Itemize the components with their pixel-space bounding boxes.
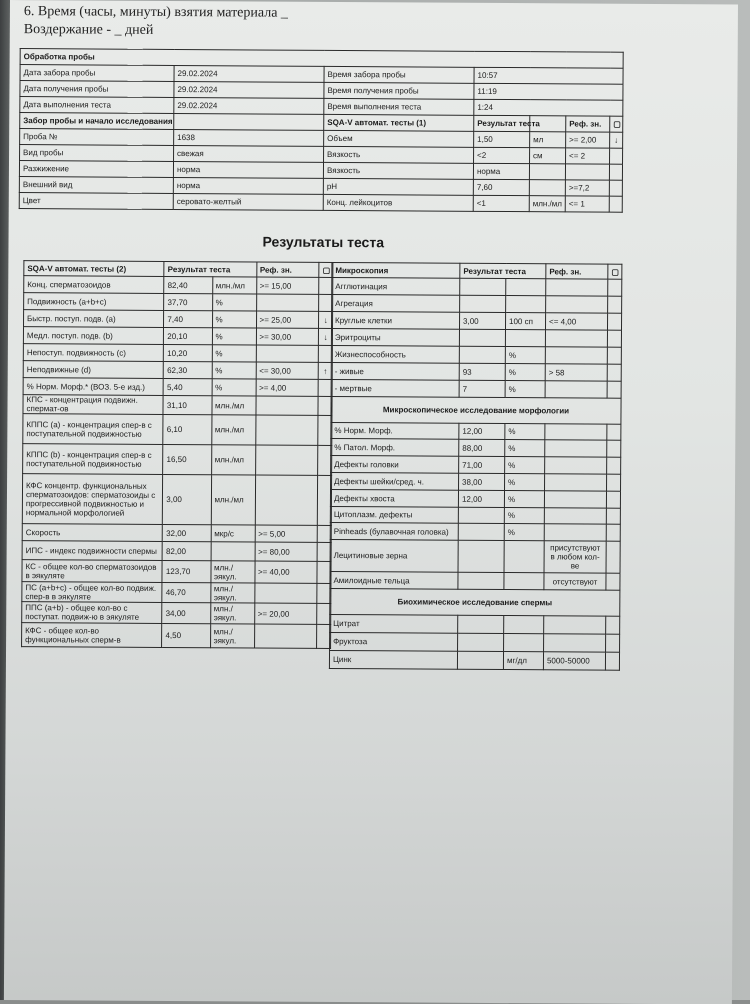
table-cell: млн./мл [211,445,255,475]
table-cell: Реф. зн. [256,262,319,277]
table-cell: % Норм. Морф. [331,422,459,439]
table-cell: % [505,424,545,440]
table-cell: млн./мл [211,415,255,445]
table-cell: серовато-желтый [173,194,323,211]
table-cell: Время забора пробы [324,66,474,83]
table-row [330,489,620,508]
table-cell: КППС (b) - концентрация спер-в с поступательной подвижностью [23,444,164,475]
table-cell: <1 [473,195,529,211]
table-cell: 71,00 [459,456,505,473]
table-cell: <= 1 [565,196,609,212]
table-cell: 7 [459,380,505,397]
table-cell: SQA-V автомат. тесты (1) [324,114,474,131]
table-cell: 88,00 [459,439,505,456]
table-cell: Биохимическое исследование спермы [330,588,620,616]
table-cell: ППС (a+b) - общее кол-во с поступат. подвиж-ю в эякуляте [22,602,162,624]
table-row [330,614,620,634]
table-cell [546,296,608,313]
table-cell: Лецитиновые зерна [330,539,458,572]
table-cell [504,541,544,573]
table-cell: % [505,364,545,381]
table-cell: КС - общее кол-во сперматозоидов в эякуляте [22,560,162,583]
table-cell [458,633,504,651]
table-cell [254,624,317,648]
table-cell: Вид пробы [20,145,174,162]
table-cell: 7,40 [164,310,212,327]
table-cell [607,440,621,457]
table-cell: 16,50 [163,444,211,474]
table-cell: ↓ [319,311,333,328]
table-cell: Результат теста [164,261,256,277]
table-cell: мл [530,132,566,148]
table-cell: Фруктоза [330,632,458,651]
table-cell: Вязкость [323,162,473,179]
table-cell [544,491,606,508]
table-cell: 32,00 [163,524,211,541]
table-cell: Разжижение [19,161,173,178]
table-cell: Конц. сперматозоидов [24,276,164,294]
table-cell: 1638 [174,130,324,147]
table-cell: 123,70 [162,560,210,582]
table-cell [606,508,620,524]
page-title: Результаты теста [262,233,385,251]
table-cell: млн./эякул. [210,583,254,603]
table-cell [607,424,621,440]
table-cell [544,524,606,541]
table-cell: ↓ [610,132,623,148]
table-cell [607,330,621,347]
table-cell: 10,20 [164,344,212,361]
table-cell [459,346,505,363]
table-cell: мг/дл [503,652,543,670]
table-cell: 6,10 [163,414,211,444]
table-cell: Время выполнения теста [324,98,474,115]
table-cell: Подвижность (a+b+c) [24,293,164,311]
table-cell: мкр/с [211,525,255,542]
table-cell [609,180,622,196]
table-cell [458,572,504,589]
table-cell: 29.02.2024 [174,82,324,99]
table-cell [609,196,622,212]
table-cell: ▢ [610,116,623,132]
table-cell: Время получения пробы [324,82,474,99]
table-cell: КФС - общее кол-во функциональных сперм-в [22,623,162,648]
table-cell: > 58 [545,364,607,381]
table-cell: КПС - концентрация подвижн. спермат-ов [23,395,163,415]
table-cell: <2 [474,147,530,163]
table-cell: Микроскопическое исследование морфологии [331,396,621,424]
table-row [330,522,620,541]
table-cell [506,296,546,313]
table-cell: % [212,362,256,379]
table-cell [460,295,506,312]
table-cell: 29.02.2024 [174,66,324,83]
table-cell: - живые [331,362,459,380]
table-cell [606,524,620,541]
table-cell: свежая [174,146,324,163]
table-cell: отсутствуют [544,573,606,590]
microscopy-table [329,262,622,671]
table-cell [565,164,609,180]
table-row [331,422,621,440]
table-cell: Цинк [329,650,457,669]
table-cell: 34,00 [162,602,210,623]
table-cell [608,296,622,313]
table-cell [505,330,545,347]
table-cell [504,616,544,634]
table-cell: <= 2 [566,148,610,164]
table-cell [545,440,607,457]
table-cell: Агглютинация [332,277,460,295]
table-cell: млн./эякул. [210,603,254,624]
table-cell: ↓ [319,328,333,345]
table-cell: см [530,148,566,164]
table-cell [607,381,621,398]
table-cell: >= 80,00 [255,542,318,561]
table-row [331,396,621,424]
table-cell [545,457,607,474]
table-cell [608,279,622,296]
table-cell: 4,50 [162,623,210,647]
table-cell: >= 2,00 [566,132,610,148]
table-cell: ▢ [319,262,333,277]
table-cell: Дефекты головки [331,455,459,473]
table-cell: Непоступ. подвижность (c) [23,344,163,362]
table-cell: % [504,524,544,541]
table-cell [504,634,544,652]
table-row [332,294,622,313]
table-row [22,541,331,562]
table-cell: Цитрат [330,614,458,633]
table-cell [607,347,621,364]
table-cell [545,330,607,347]
table-row [22,560,331,584]
table-row [23,395,332,416]
table-cell [607,364,621,381]
table-cell: млн./мл [212,277,256,294]
table-cell: 38,00 [459,473,505,490]
table-cell: % [212,379,256,396]
table-row [330,632,620,652]
table-cell: 12,00 [458,490,504,507]
table-cell: 3,00 [163,474,211,524]
table-cell: КФС концентр. функциональных сперматозоидов: сперматозоиды с прогрессивной подвижностью и нормальной морфологией [22,474,163,525]
table-cell: Pinheads (булавочная головка) [330,522,458,540]
table-cell: Круглые клетки [331,311,459,329]
table-cell: pH [323,178,473,195]
table-row [330,588,620,616]
table-cell: % [504,491,544,508]
table-cell [609,164,622,180]
table-cell [544,616,606,634]
table-cell: Обработка пробы [20,49,623,69]
table-row [331,345,621,364]
table-cell: Внешний вид [19,177,173,194]
table-cell [545,381,607,398]
table-row [331,379,621,398]
table-row [22,582,331,604]
table-cell: 5000-50000 [543,652,605,670]
table-cell: % [505,440,545,457]
table-cell: >=7,2 [565,180,609,196]
table-row [332,277,622,296]
table-cell: 1,50 [474,131,530,147]
table-row [23,414,332,446]
table-cell: >= 15,00 [256,277,319,294]
table-cell [610,148,623,164]
table-cell [255,415,318,445]
table-row [331,311,621,330]
table-cell: 93 [459,363,505,380]
table-cell: 46,70 [162,582,210,602]
table-row [331,455,621,474]
table-cell: >= 30,00 [256,328,319,345]
table-cell [529,180,565,196]
table-cell: % [504,508,544,524]
table-cell: - мертвые [331,379,459,397]
table-cell: 3,00 [459,312,505,329]
table-cell [256,345,319,362]
table-row [22,524,331,543]
table-cell: млн./эякул. [210,561,254,583]
table-cell [607,474,621,491]
table-cell [545,347,607,364]
table-cell: Медл. поступ. подв. (b) [23,327,163,345]
table-cell: норма [173,162,323,179]
table-cell: 82,00 [162,541,210,560]
table-cell: Микроскопия [332,262,460,278]
table-cell [605,652,619,670]
table-cell [544,634,606,652]
table-row [330,571,620,590]
table-row [22,474,331,526]
table-row [331,362,621,381]
table-row [24,310,333,329]
table-cell: Цитоплазм. дефекты [330,506,458,523]
table-cell [606,616,620,634]
table-cell: КППС (a) - концентрация спер-в с поступательной подвижностью [23,414,164,445]
table-cell: 11:19 [474,83,623,100]
table-cell [607,313,621,330]
table-row [19,193,622,213]
table-cell: Дефекты шейки/сред. ч. [331,472,459,490]
table-cell: 7,60 [473,179,529,195]
table-cell: Конц. лейкоцитов [323,194,473,211]
table-cell: % [505,457,545,474]
table-row [24,276,333,295]
table-cell [529,164,565,180]
table-cell: <= 4,00 [545,313,607,330]
table-cell: ПС (a+b+c) - общее кол-во подвиж. спер-в в эякуляте [22,582,162,603]
table-cell: Дата выполнения теста [20,97,174,114]
table-cell: SQA-V автомат. тесты (2) [24,261,164,277]
table-cell [606,541,620,573]
table-cell [254,583,317,603]
table-cell: % [212,294,256,311]
table-cell: ▢ [608,264,622,279]
table-cell [211,542,255,561]
table-cell: Дефекты хвоста [330,489,458,507]
table-cell [504,573,544,590]
table-cell: Проба № [20,129,174,146]
table-cell: >= 5,00 [255,525,318,542]
table-cell: % [505,381,545,398]
table-cell: 12,00 [459,423,505,439]
table-cell [458,540,504,572]
table-row [23,327,332,346]
table-cell [545,424,607,440]
table-row [23,361,332,380]
table-cell: Реф. зн. [546,264,608,279]
table-cell: присутствуют в любом кол-ве [544,541,606,573]
table-row [24,293,333,312]
table-cell: Вязкость [324,146,474,163]
table-cell: >= 4,00 [256,379,319,396]
table-cell: 10:57 [474,67,623,84]
table-cell: Агрегация [332,294,460,312]
document-sheet [4,0,738,1004]
table-cell: Неподвижные (d) [23,361,163,379]
table-cell [606,573,620,590]
table-cell: % Патол. Морф. [331,438,459,456]
table-cell: 82,40 [164,276,212,293]
table-cell [255,445,318,475]
table-cell [458,523,504,540]
table-cell [458,507,504,523]
table-cell: % [505,347,545,364]
table-row [331,438,621,457]
table-cell [545,474,607,491]
table-row [22,623,331,649]
table-row [329,650,619,670]
table-cell: Эритроциты [331,328,459,346]
table-row [23,378,332,397]
table-row [331,472,621,491]
table-cell: млн./мл [211,475,255,525]
table-cell [506,279,546,296]
table-row [330,506,620,524]
table-cell: 37,70 [164,293,212,310]
table-cell: ↑ [319,362,333,379]
table-cell [459,329,505,346]
table-cell: Скорость [22,524,162,542]
table-cell: 1:24 [474,99,623,116]
table-cell: % [212,345,256,362]
table-cell: 62,30 [164,361,212,378]
table-cell: Результат теста [474,115,530,131]
table-cell: млн./мл [529,196,565,212]
table-row [330,539,620,573]
table-cell: Дата получения пробы [20,81,174,98]
table-cell: >= 40,00 [254,561,317,583]
table-cell [544,508,606,524]
table-cell [606,491,620,508]
table-cell [460,278,506,295]
table-cell: % [505,474,545,491]
table-row [23,344,332,363]
table-cell: ИПС - индекс подвижности спермы [22,541,162,561]
table-cell: Результат теста [460,263,546,279]
sqa-auto-tests-table [21,260,333,649]
table-cell [458,615,504,633]
table-cell: Быстр. поступ. подв. (a) [24,310,164,328]
table-cell [174,114,324,131]
table-cell: 29.02.2024 [174,98,324,115]
table-cell: 5,40 [163,378,211,395]
table-cell: 20,10 [164,327,212,344]
table-row [23,444,332,476]
table-cell [546,279,608,296]
table-cell [457,651,503,669]
header-abstinence: Воздержание - _ дней [23,22,154,38]
table-cell: Амилоидные тельца [330,571,458,589]
table-cell: % [212,311,256,328]
table-cell: % [212,328,256,345]
table-cell: Цвет [19,193,173,210]
table-cell [607,457,621,474]
table-cell: норма [473,163,529,179]
table-row [331,328,621,347]
table-cell [255,396,318,415]
table-cell: Реф. зн. [566,116,610,132]
table-cell: Забор пробы и начало исследования [20,113,174,130]
table-cell [255,475,318,525]
table-cell: млн./эякул. [210,624,254,648]
sample-processing-table [19,48,624,213]
table-cell: >= 25,00 [256,311,319,328]
table-cell: <= 30,00 [256,362,319,379]
table-cell: Дата забора пробы [20,65,174,82]
table-cell: Объем [324,130,474,147]
table-cell: >= 20,00 [254,603,317,624]
table-cell: % Норм. Морф.* (ВОЗ. 5-е изд.) [23,378,163,396]
table-cell [256,294,319,311]
table-row [332,262,622,279]
table-cell [606,634,620,652]
header-sampling-time: 6. Время (часы, минуты) взятия материала _ [23,4,289,21]
table-cell: млн./мл [211,396,255,415]
table-cell: 100 сп [505,313,545,330]
table-cell: норма [173,178,323,195]
table-cell: Жизнеспособность [331,345,459,363]
table-cell: 31,10 [163,395,211,414]
table-row [22,602,331,625]
